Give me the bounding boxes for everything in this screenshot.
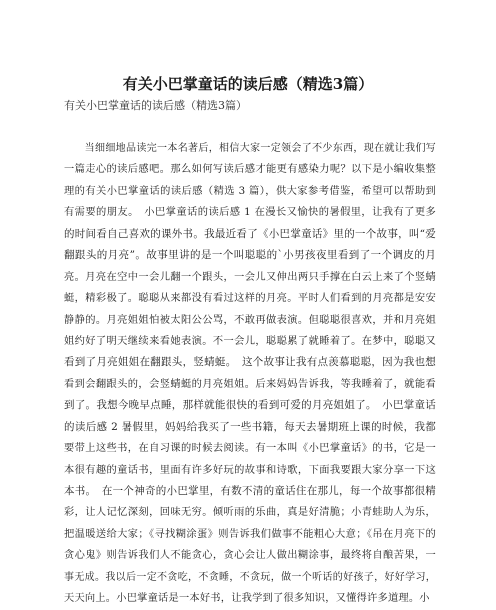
body-line: 到了。我想今晚早点睡，那样就能很快的看到可爱的月亮姐姐了。 小巴掌童话: [64, 399, 436, 412]
body-line: 姐约好了明天继续来看她表演。不一会儿，聪聪累了就睡着了。在梦中，聪聪又: [64, 334, 436, 347]
body-line: 亮。月亮在空中一会儿翻一个跟头，一会儿又伸出两只手撑在白云上来了个竖蜻: [64, 270, 436, 283]
body-line: 蜓，精彩极了。聪聪从来都没有看过这样的月亮。平时人们看到的月亮都是安安: [64, 292, 436, 305]
body-line: 事无成。我以后一定不贪吃，不贪睡，不贪玩，做一个听话的好孩子，好好学习，: [64, 571, 436, 583]
body-line: 本书。 在一个神奇的小巴掌里，有数不清的童话住在那儿，每一个故事都很精: [64, 485, 436, 497]
document-title: 有关小巴掌童话的读后感（精选3篇）: [122, 75, 374, 93]
body-line: 静静的。月亮姐姐怕被太阳公公骂，不敢再做表演。但聪聪很喜欢，并和月亮姐: [64, 313, 436, 326]
body-line: 的读后感 2 暑假里，妈妈给我买了一些书籍，每天去暑期班上课的时候，我都: [64, 420, 436, 433]
document-subtitle: 有关小巴掌童话的读后感（精选3篇）: [64, 99, 247, 112]
body-line: 贪心鬼》则告诉我们人不能贪心，贪心会让人做出糊涂事，最终将自酿苦果，一: [64, 549, 436, 562]
body-line: 天天向上。小巴掌童话是一本好书，让我学到了很多知识，又懂得许多道理。小: [64, 592, 430, 605]
body-line: 有需要的朋友。 小巴掌童话的读后感 1 在漫长又愉快的暑假里，让我有了更多: [64, 206, 436, 219]
body-line: 把温暖送给大家；《寻找糊涂蛋》则告诉我们做事不能粗心大意；《吊在月亮下的: [64, 527, 436, 540]
body-line: 彩，让人记忆深刻，回味无穷。倾听雨的乐曲，真是好清脆；小青蛙助人为乐，: [64, 506, 436, 519]
body-line: 本很有趣的童话书，里面有许多好玩的故事和诗歌，下面我要跟大家分享一下这: [64, 463, 436, 476]
body-line: 的时间看自己喜欢的课外书。我最近看了《小巴掌童话》里的一个故事，叫“爱: [64, 227, 436, 240]
body-line: 当细细地品读完一本名著后，相信大家一定领会了不少东西，现在就让我们写: [64, 143, 436, 154]
body-line: 一篇走心的读后感吧。那么如何写读后感才能更有感染力呢？以下是小编收集整: [64, 163, 436, 176]
document-body: [64, 138, 436, 610]
body-line: 理的有关小巴掌童话的读后感（精选 3 篇），供大家参考借鉴，希望可以帮助到: [64, 184, 436, 197]
body-line: 要带上这些书，在自习课的时候去阅读。有一本叫《小巴掌童话》的书，它是一: [64, 442, 436, 455]
body-line: 翻跟头的月亮”。故事里讲的是一个叫聪聪的`小男孩夜里看到了一个调皮的月: [64, 249, 436, 262]
body-line: 看到会翻跟头的，会竖蜻蜓的月亮姐姐。后来妈妈告诉我，等我睡着了，就能看: [64, 377, 436, 390]
body-line: 看到了月亮姐姐在翻跟头，竖蜻蜓。 这个故事让我有点羡慕聪聪，因为我也想: [64, 356, 436, 369]
